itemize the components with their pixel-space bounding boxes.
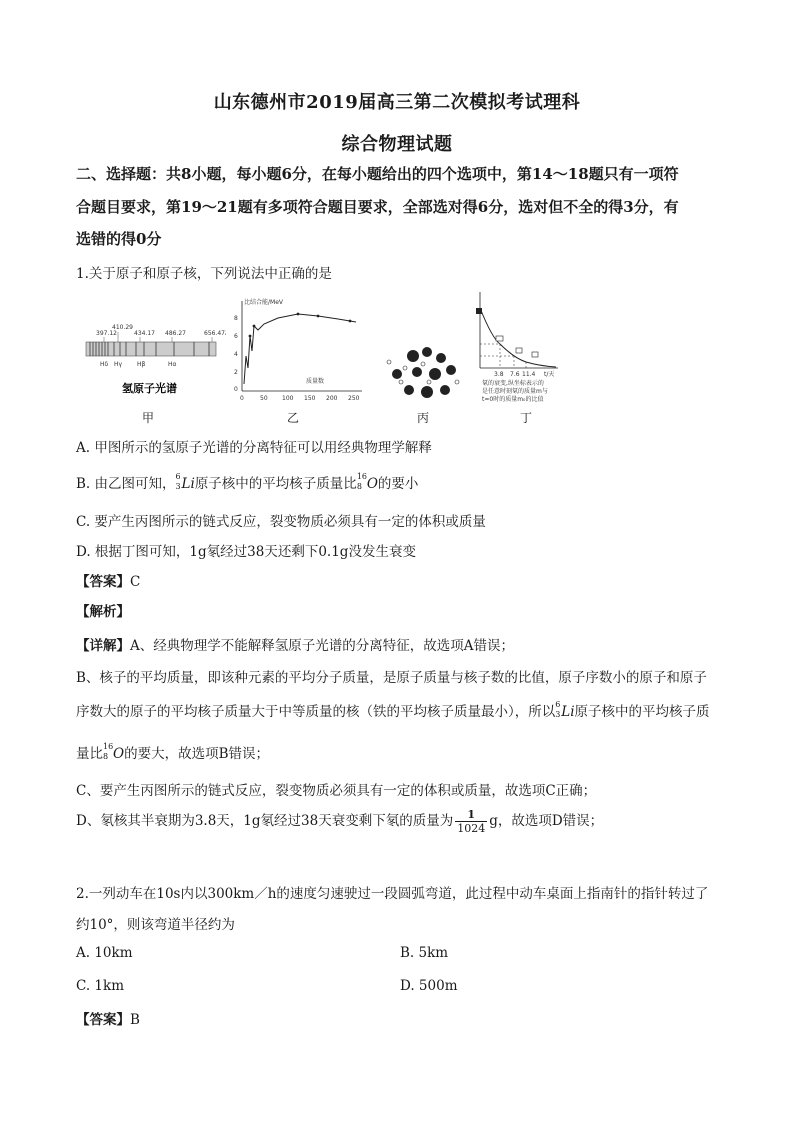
q1-stem: 1.关于原子和原子核，下列说法中正确的是 (76, 266, 332, 282)
q2-option-a: A. 10km (76, 945, 133, 961)
section-instructions-3: 选错的得0分 (76, 230, 162, 248)
svg-text:t=0时的质量m₀的比值: t=0时的质量m₀的比值 (482, 396, 544, 403)
figure-jia-label: 甲 (142, 411, 155, 425)
svg-text:Hγ: Hγ (114, 361, 123, 368)
q1-option-d: D. 根据丁图可知，1g氡经过38天还剩下0.1g没发生衰变 (76, 544, 416, 560)
svg-text:氢原子光谱: 氢原子光谱 (122, 382, 177, 395)
svg-text:t/天: t/天 (544, 371, 555, 378)
q1-explain-b2: 序数大的原子的平均核子质量大于中等质量的核（铁的平均核子质量最小），所以 6 3 Li原子核中的平均核子质 (76, 700, 710, 720)
q2-stem-1: 2.一列动车在10s内以300km／h的速度匀速驶过一段圆弧弯道，此过程中动车桌面上指南针的指针转过了 (76, 886, 709, 902)
svg-text:150: 150 (304, 395, 316, 402)
svg-text:Hδ: Hδ (100, 361, 109, 368)
svg-text:100: 100 (282, 395, 294, 402)
svg-text:656.47λ/nm: 656.47 (204, 330, 225, 337)
q1-explain-b3: 量比 16 8 O的要大，故选项B错误； (76, 742, 269, 762)
svg-text:4: 4 (234, 351, 238, 358)
svg-text:比结合能/MeV: 比结合能/MeV (244, 299, 283, 306)
svg-text:0: 0 (234, 386, 238, 393)
page-subtitle: 综合物理试题 (341, 134, 453, 155)
q1-option-a: A. 甲图所示的氢原子光谱的分离特征可以用经典物理学解释 (76, 440, 432, 456)
section-instructions-2: 合题目要求，第19～21题有多项符合题目要求，全部选对得6分，选对但不全的得3分，有 (76, 198, 679, 216)
q1-option-c: C. 要产生丙图所示的链式反应，裂变物质必须具有一定的体积或质量 (76, 514, 486, 530)
svg-text:410.29: 410.29 (112, 324, 133, 331)
q1-option-b: B. 由乙图可知， 6 3 Li原子核中的平均核子质量比 16 8 O的要小 (76, 472, 419, 492)
figure-bing-label: 丙 (417, 411, 430, 425)
q2-option-c: C. 1km (76, 978, 125, 994)
q1-explain-a: 【详解】A、经典物理学不能解释氢原子光谱的分离特征，故选项A错误； (76, 638, 514, 654)
q1-explain-c: C、要产生丙图所示的链式反应，裂变物质必须具有一定的体积或质量，故选项C正确； (76, 783, 597, 799)
q2-option-b: B. 5km (400, 945, 449, 961)
svg-text:6: 6 (234, 333, 238, 340)
svg-text:氡的衰变,纵坐标表示的: 氡的衰变,纵坐标表示的 (482, 380, 544, 387)
svg-text:质量数: 质量数 (306, 378, 325, 385)
q1-explain-d: D、氡核其半衰期为3.8天，1g氡经过38天衰变剩下氡的质量为 $\frac{1}{1024}$ g，故选项D错误； (76, 808, 604, 835)
q2-answer: 【答案】B (76, 1012, 140, 1028)
figure-yi (228, 296, 368, 408)
nuclide-li: 6 3 Li (175, 472, 195, 492)
q1-answer: 【答案】C (76, 574, 141, 590)
svg-text:7.6: 7.6 (510, 371, 520, 378)
svg-text:8: 8 (234, 315, 238, 322)
svg-text:是任意时刻氡的质量m与: 是任意时刻氡的质量m与 (482, 388, 548, 395)
svg-text:50: 50 (260, 395, 268, 402)
svg-text:200: 200 (326, 395, 338, 402)
svg-text:0: 0 (240, 395, 244, 402)
figure-jia (84, 322, 226, 422)
figure-yi-label: 乙 (287, 411, 300, 425)
svg-text:Hα: Hα (168, 361, 177, 368)
figure-ding (470, 288, 562, 412)
svg-text:397.12: 397.12 (96, 330, 117, 337)
svg-text:250: 250 (348, 395, 360, 402)
svg-text:434.17: 434.17 (134, 330, 155, 337)
nuclide-o: 16 8 O (356, 472, 378, 492)
q1-explain-b1: B、核子的平均质量，即该种元素的平均分子质量，是原子质量与核子数的比值，原子序数小的原子和原子 (76, 670, 707, 686)
q1-analysis-tag: 【解析】 (76, 604, 130, 620)
svg-text:Hβ: Hβ (137, 361, 146, 368)
section-instructions-1: 二、选择题：共8小题，每小题6分，在每小题给出的四个选项中，第14～18题只有一项符 (76, 165, 679, 183)
q2-stem-2: 约10°，则该弯道半径约为 (76, 917, 235, 933)
q2-option-d: D. 500m (400, 978, 458, 994)
svg-text:3.8: 3.8 (494, 371, 504, 378)
svg-text:11.4: 11.4 (522, 371, 536, 378)
page-title: 山东德州市2019届高三第二次模拟考试理科 (213, 92, 581, 113)
figure-ding-label: 丁 (520, 411, 533, 425)
svg-text:486.27: 486.27 (165, 330, 186, 337)
svg-text:2: 2 (234, 369, 238, 376)
figure-bing (383, 346, 463, 406)
